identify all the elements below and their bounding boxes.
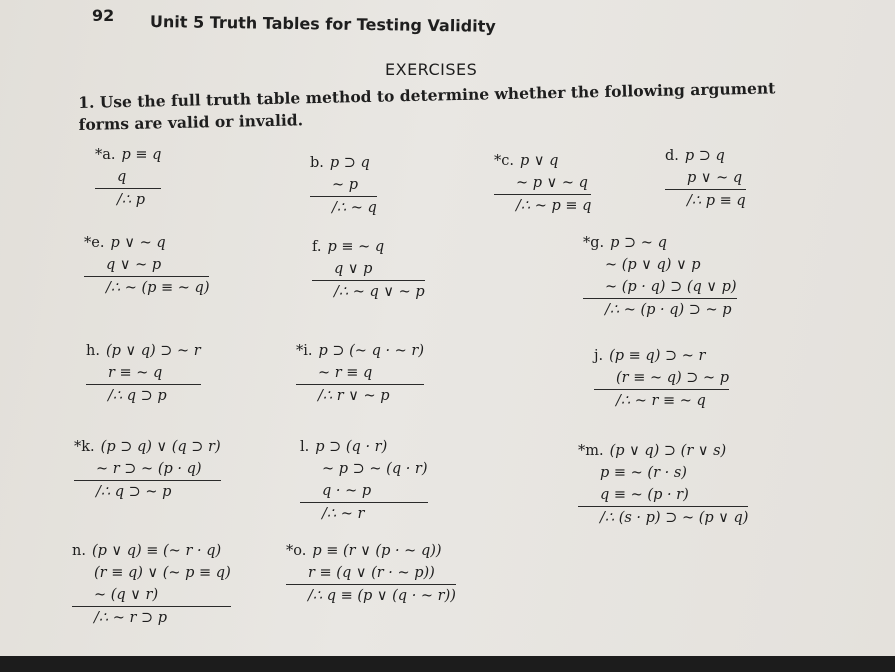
- instruction-text: 1. Use the full truth table method to determine whether the following argument forms are valid or invalid.: [78, 78, 776, 134]
- problem-label: j.: [594, 348, 604, 364]
- problem-label: *c.: [494, 153, 514, 169]
- problem-d: [665, 145, 746, 212]
- problem-label: d.: [665, 148, 679, 164]
- conclusion: /∴ p: [95, 188, 161, 211]
- premise: q: [117, 169, 127, 185]
- premise: (p ∨ q) ⊃ ~ r: [105, 343, 201, 359]
- premise: ~ p ⊃ ~ (q · r): [322, 461, 428, 477]
- premise: p ∨ ~ q: [687, 170, 743, 186]
- problem-label: n.: [72, 543, 86, 559]
- premise: p ⊃ (~ q · ~ r): [318, 343, 425, 359]
- problem-g: [583, 232, 737, 321]
- conclusion: /∴ ~ (p · q) ⊃ ~ p: [583, 298, 737, 321]
- exercises-heading: EXERCISES: [385, 60, 478, 79]
- premise: q ≡ ~ (p · r): [600, 487, 689, 503]
- problem-j: [594, 345, 729, 412]
- premise: p ≡ (r ∨ (p · ~ q)): [312, 543, 442, 559]
- conclusion: /∴ q ≡ (p ∨ (q · ~ r)): [286, 584, 456, 607]
- problem-label: b.: [310, 155, 324, 171]
- unit-title: Unit 5 Truth Tables for Testing Validity: [149, 12, 496, 36]
- premise: ~ p ∨ ~ q: [516, 175, 588, 191]
- premise: r ≡ ~ q: [108, 365, 163, 381]
- premise: (p ∨ q) ≡ (~ r · q): [91, 543, 222, 559]
- problem-n: [72, 540, 231, 629]
- premise: p ⊃ (q · r): [315, 439, 388, 455]
- problem-o: [286, 540, 456, 607]
- conclusion: /∴ r ∨ ~ p: [296, 384, 424, 407]
- premise: ~ r ≡ q: [318, 365, 373, 381]
- premise: (r ≡ q) ∨ (~ p ≡ q): [94, 565, 231, 581]
- premise: p ≡ ~ (r · s): [600, 465, 687, 481]
- premise: q ∨ ~ p: [106, 257, 162, 273]
- problem-a: [95, 144, 161, 211]
- problem-label: *i.: [296, 343, 313, 359]
- conclusion: /∴ ~ p ≡ q: [494, 194, 591, 217]
- problem-label: l.: [300, 439, 310, 455]
- problem-label: *a.: [95, 147, 116, 163]
- premise: p ⊃ q: [684, 148, 725, 164]
- premise: (p ≡ q) ⊃ ~ r: [609, 348, 706, 364]
- premise: (p ∨ q) ⊃ (r ∨ s): [609, 443, 727, 459]
- problem-e: [84, 232, 209, 299]
- premise: ~ p: [332, 177, 359, 193]
- problem-label: *o.: [286, 543, 307, 559]
- conclusion: /∴ ~ r: [300, 502, 428, 525]
- premise: ~ (p ∨ q) ∨ p: [605, 257, 701, 273]
- conclusion: /∴ ~ r ≡ ~ q: [594, 389, 729, 412]
- problem-c: [494, 150, 591, 217]
- premise: (p ⊃ q) ∨ (q ⊃ r): [100, 439, 221, 455]
- problem-label: f.: [312, 239, 322, 255]
- conclusion: /∴ (s · p) ⊃ ~ (p ∨ q): [578, 506, 748, 529]
- premise: p ∨ q: [519, 153, 559, 169]
- problem-l: [300, 436, 428, 525]
- problem-i: [296, 340, 424, 407]
- conclusion: /∴ ~ q ∨ ~ p: [312, 280, 425, 303]
- problem-label: *e.: [84, 235, 105, 251]
- premise: ~ r ⊃ ~ (p · q): [96, 461, 202, 477]
- conclusion: /∴ q ⊃ p: [86, 384, 201, 407]
- problem-m: [578, 440, 748, 529]
- photo-bottom-edge: [0, 656, 895, 672]
- problem-label: *k.: [74, 439, 95, 455]
- page-number: 92: [92, 6, 115, 25]
- problem-label: *g.: [583, 235, 605, 251]
- problem-f: [312, 236, 425, 303]
- conclusion: /∴ p ≡ q: [665, 189, 746, 212]
- premise: ~ (p · q) ⊃ (q ∨ p): [605, 279, 737, 295]
- premise: p ∨ ~ q: [110, 235, 166, 251]
- premise: q ∨ p: [334, 261, 373, 277]
- premise: ~ (q ∨ r): [94, 587, 159, 603]
- conclusion: /∴ q ⊃ ~ p: [74, 480, 221, 503]
- conclusion: /∴ ~ r ⊃ p: [72, 606, 231, 629]
- premise: p ≡ q: [121, 147, 162, 163]
- conclusion: /∴ ~ (p ≡ ~ q): [84, 276, 209, 299]
- premise: p ≡ ~ q: [327, 239, 385, 255]
- problem-label: h.: [86, 343, 100, 359]
- premise: q · ~ p: [322, 483, 372, 499]
- problem-k: [74, 436, 221, 503]
- premise: p ⊃ q: [329, 155, 370, 171]
- premise: (r ≡ ~ q) ⊃ ~ p: [616, 370, 730, 386]
- premise: r ≡ (q ∨ (r · ~ p)): [308, 565, 435, 581]
- problem-label: *m.: [578, 443, 604, 459]
- problem-b: [310, 152, 377, 219]
- problem-h: [86, 340, 201, 407]
- premise: p ⊃ ~ q: [610, 235, 667, 251]
- conclusion: /∴ ~ q: [310, 196, 377, 219]
